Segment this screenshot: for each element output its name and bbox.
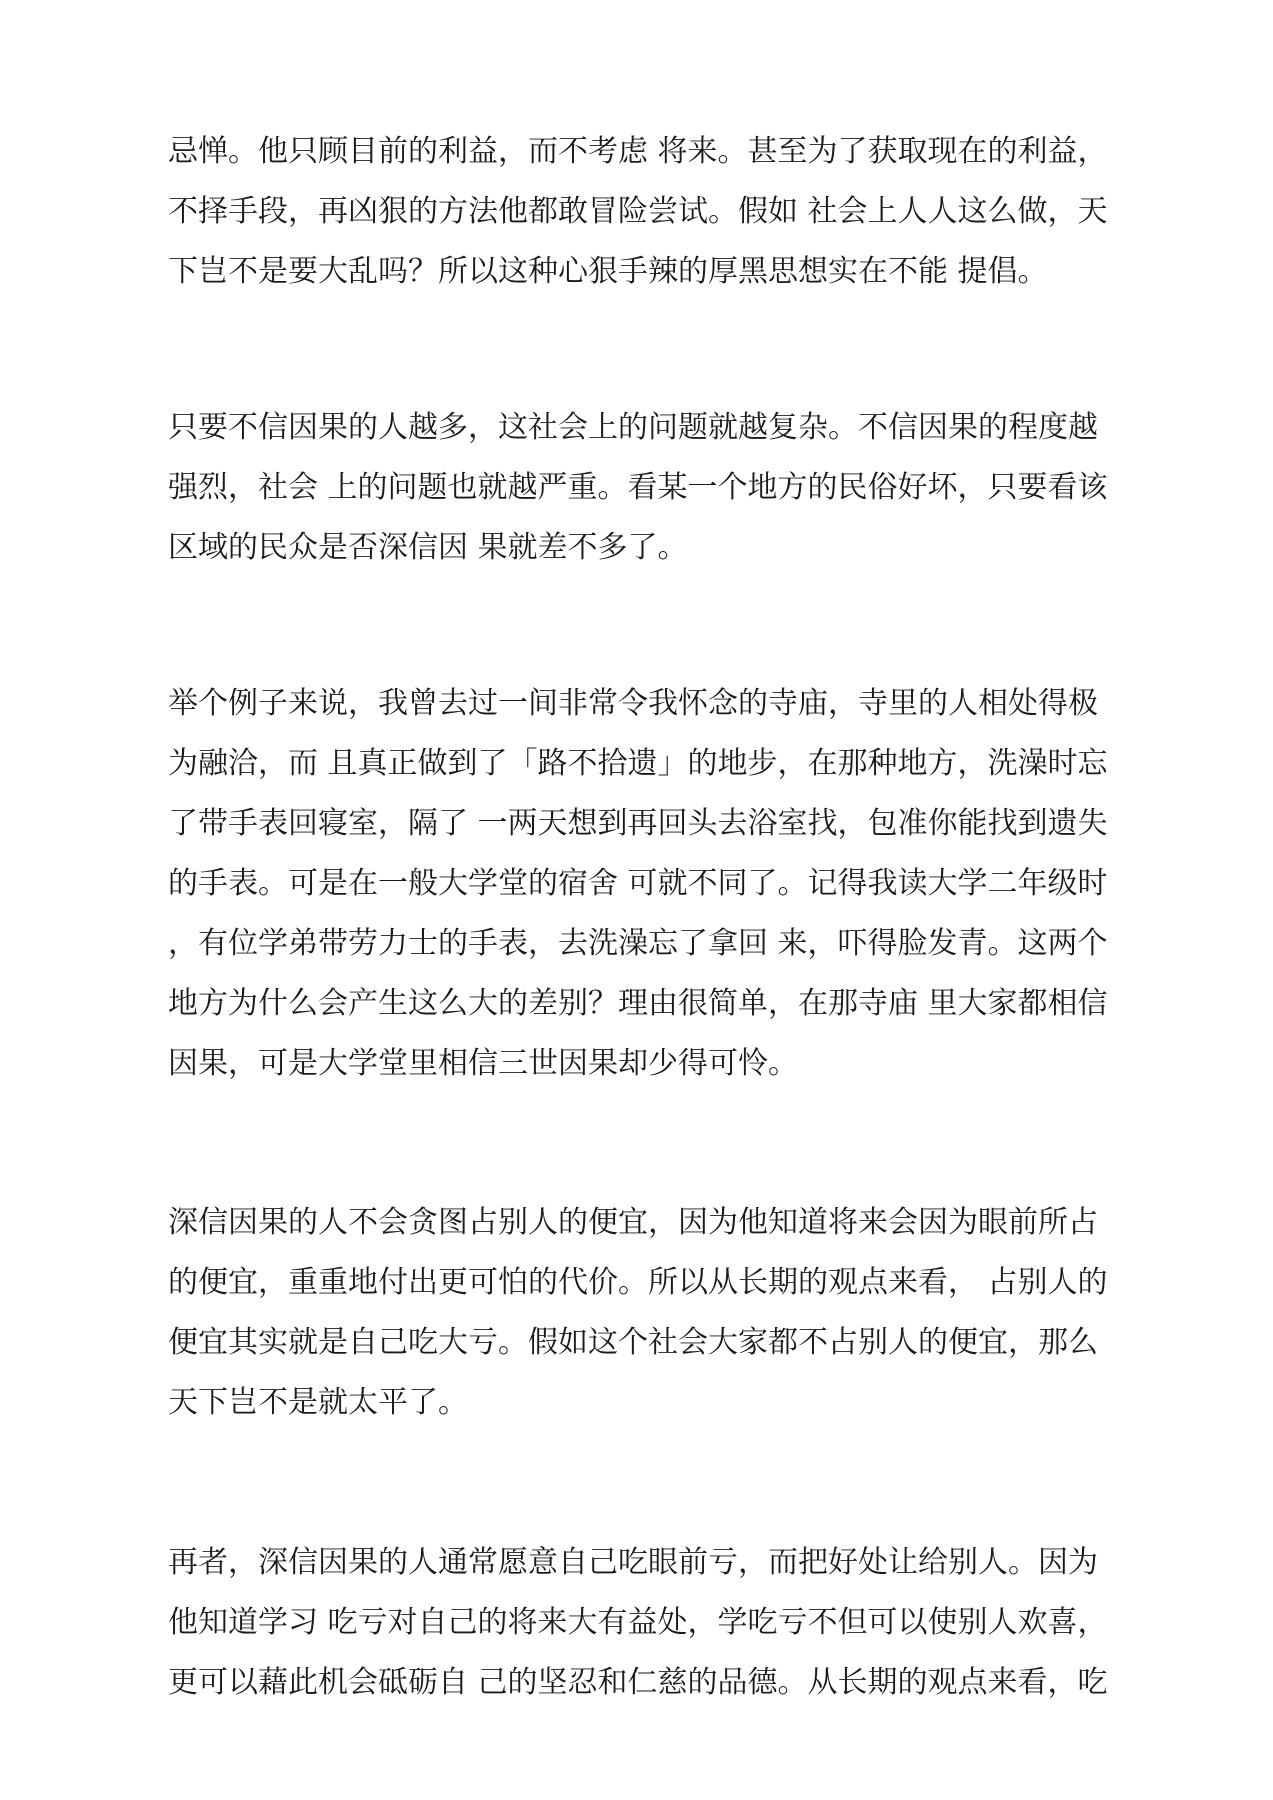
text-line: 的便宜，重重地付出更可怕的代价。所以从长期的观点来看， 占别人的 bbox=[168, 1265, 1108, 1300]
text-line: 再者，深信因果的人通常愿意自己吃眼前亏，而把好处让给别人。因为 bbox=[168, 1545, 1098, 1580]
text-line: 的手表。可是在一般大学堂的宿舍 可就不同了。记得我读大学二年级时 bbox=[168, 866, 1108, 901]
text-line: ，有位学弟带劳力士的手表，去洗澡忘了拿回 来，吓得脸发青。这两个 bbox=[168, 926, 1108, 961]
text-line: 只要不信因果的人越多，这社会上的问题就越复杂。不信因果的程度越 bbox=[168, 410, 1098, 445]
paragraph-5 bbox=[168, 1533, 1108, 1713]
text-line: 下岂不是要大乱吗？所以这种心狠手辣的厚黑思想实在不能 提倡。 bbox=[168, 254, 1048, 289]
text-line: 为融洽，而 且真正做到了「路不拾遗」的地步，在那种地方，洗澡时忘 bbox=[168, 746, 1108, 781]
text-line: 他知道学习 吃亏对自己的将来大有益处，学吃亏不但可以使别人欢喜， bbox=[168, 1605, 1108, 1640]
text-line: 了带手表回寝室，隔了 一两天想到再回头去浴室找，包准你能找到遗失 bbox=[168, 806, 1108, 841]
text-line: 地方为什么会产生这么大的差别？理由很简单，在那寺庙 里大家都相信 bbox=[168, 986, 1108, 1021]
text-line: 天下岂不是就太平了。 bbox=[168, 1385, 468, 1420]
text-line: 便宜其实就是自己吃大亏。假如这个社会大家都不占别人的便宜，那么 bbox=[168, 1325, 1098, 1360]
paragraph-1 bbox=[168, 122, 1108, 302]
paragraph-4 bbox=[168, 1193, 1108, 1433]
paragraph-3 bbox=[168, 674, 1108, 1094]
text-line: 更可以藉此机会砥砺自 己的坚忍和仁慈的品德。从长期的观点来看，吃 bbox=[168, 1665, 1108, 1700]
text-line: 区域的民众是否深信因 果就差不多了。 bbox=[168, 530, 688, 565]
text-line: 不择手段，再凶狠的方法他都敢冒险尝试。假如 社会上人人这么做，天 bbox=[168, 194, 1108, 229]
paragraph-2 bbox=[168, 398, 1108, 578]
text-line: 因果，可是大学堂里相信三世因果却少得可怜。 bbox=[168, 1046, 798, 1081]
text-line: 深信因果的人不会贪图占别人的便宜，因为他知道将来会因为眼前所占 bbox=[168, 1205, 1098, 1240]
text-line: 举个例子来说，我曾去过一间非常令我怀念的寺庙，寺里的人相处得极 bbox=[168, 686, 1098, 721]
text-line: 忌惮。他只顾目前的利益，而不考虑 将来。甚至为了获取现在的利益， bbox=[168, 134, 1108, 169]
text-line: 强烈，社会 上的问题也就越严重。看某一个地方的民俗好坏，只要看该 bbox=[168, 470, 1108, 505]
